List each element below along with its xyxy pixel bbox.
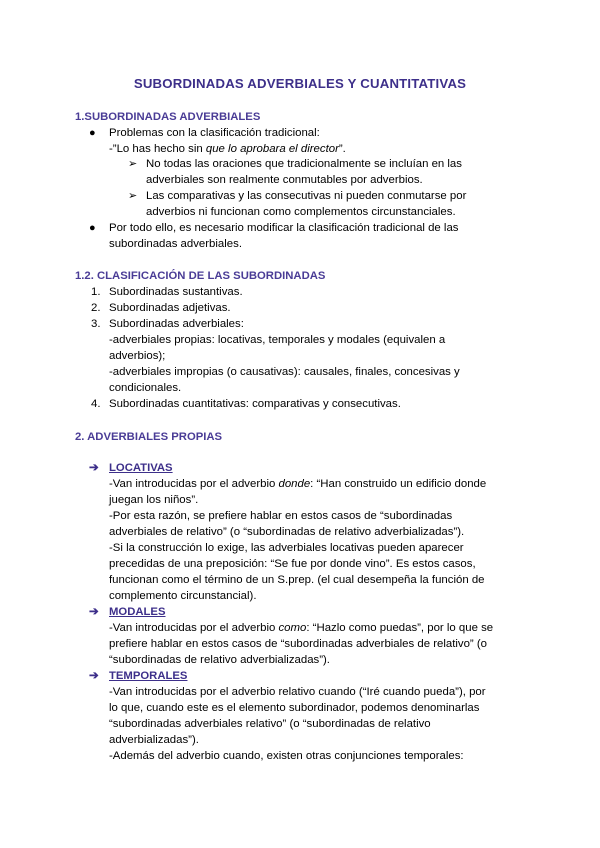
list-number: 2. [91,302,101,314]
paragraph-line: prefiere hablar en estos casos de “subordinadas adverbiales de relativo” (o [109,638,488,650]
page-title: SUBORDINADAS ADVERBIALES Y CUANTITATIVAS [133,76,467,91]
paragraph-line: -Van introducidas por el adverbio donde: “Han construido un edificio donde [109,478,487,490]
list-number: 4. [91,398,101,410]
paragraph-line: -Van introducidas por el adverbio como: “Hazlo como puedas”, por lo que se [109,622,494,634]
paragraph-line: lo que, cuando este es el elemento subordinador, podemos denominarlas [109,702,480,714]
example-quote: -”Lo has hecho sin que lo aprobara el director”. [109,143,346,155]
paragraph-line: “subordinadas adverbiales relativo” (o “subordinadas de relativo [109,718,431,730]
subsection-label-locativas: LOCATIVAS [109,462,173,474]
paragraph-line: juegan los niños”. [109,494,199,506]
arrow-right-icon: ➔ [89,462,99,474]
list-item-detail: -adverbiales propias: locativas, temporales y modales (equivalen a [109,334,446,346]
paragraph-line: -Si la construcción lo exige, las adverbiales locativas pueden aparecer [109,542,464,554]
paragraph-line: adverbiales de relativo” (o “subordinadas de relativo adverbializadas”). [109,526,465,538]
sub-bullet-text: No todas las oraciones que tradicionalmente se incluían en las [146,158,462,170]
list-item: Subordinadas adverbiales: [109,318,244,330]
bullet-icon: ● [89,222,96,234]
arrow-bullet-icon: ➢ [128,158,138,170]
list-item-detail: -adverbiales impropias (o causativas): causales, finales, concesivas y [109,366,460,378]
paragraph-line: precedidas de una preposición: “Se fue por donde vino”. Es estos casos, [109,558,476,570]
section-heading-2: 2. ADVERBIALES PROPIAS [75,431,223,443]
section-heading-1: 1.SUBORDINADAS ADVERBIALES [75,111,261,123]
bullet-text: Por todo ello, es necesario modificar la clasificación tradicional de las [109,222,459,234]
bullet-text: subordinadas adverbiales. [109,238,242,250]
arrow-right-icon: ➔ [89,606,99,618]
paragraph-line: adverbializadas”). [109,734,199,746]
sub-bullet-text: adverbios ni funcionan como complementos circunstanciales. [146,206,456,218]
paragraph-line: -Además del adverbio cuando, existen otras conjunciones temporales: [109,750,464,762]
paragraph-line: “subordinadas de relativo adverbializadas”). [109,654,330,666]
paragraph-line: funcionan como el término de un S.prep. (el cual desempeña la función de [109,574,485,586]
section-heading-1-2: 1.2. CLASIFICACIÓN DE LAS SUBORDINADAS [75,270,326,282]
list-number: 3. [91,318,101,330]
sub-bullet-text: adverbiales son realmente conmutables por adverbios. [146,174,423,186]
list-item-detail: adverbios); [109,350,166,362]
arrow-bullet-icon: ➢ [128,190,138,202]
list-item: Subordinadas cuantitativas: comparativas y consecutivas. [109,398,401,410]
subsection-label-temporales: TEMPORALES [109,670,188,682]
subsection-label-modales: MODALES [109,606,166,618]
paragraph-line: complemento circunstancial). [109,590,257,602]
arrow-right-icon: ➔ [89,670,99,682]
bullet-icon: ● [89,127,96,139]
list-item: Subordinadas sustantivas. [109,286,243,298]
list-item-detail: condicionales. [109,382,182,394]
list-item: Subordinadas adjetivas. [109,302,231,314]
paragraph-line: -Por esta razón, se prefiere hablar en estos casos de “subordinadas [109,510,453,522]
paragraph-line: -Van introducidas por el adverbio relativo cuando (“Iré cuando pueda”), por [109,686,486,698]
bullet-text: Problemas con la clasificación tradicional: [109,127,320,139]
sub-bullet-text: Las comparativas y las consecutivas ni pueden conmutarse por [146,190,467,202]
list-number: 1. [91,286,101,298]
